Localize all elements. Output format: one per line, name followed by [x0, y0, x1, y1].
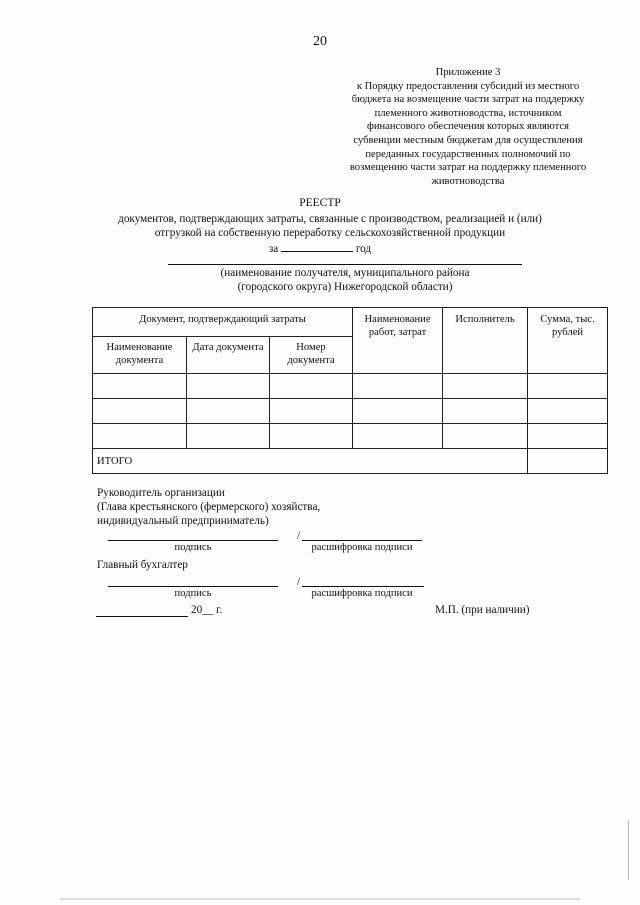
- table-cell[interactable]: [528, 424, 608, 449]
- appendix-title: Приложение 3: [435, 67, 501, 78]
- stamp-note: М.П. (при наличии): [435, 604, 530, 616]
- appendix-line: бюджета на возмещение части затрат на поддержку: [351, 94, 585, 106]
- header-doc-name: Наименование документа: [93, 337, 187, 374]
- table-cell[interactable]: [353, 424, 443, 449]
- head-line: (Глава крестьянского (фермерского) хозяйства,: [97, 501, 321, 513]
- recipient-blank-line[interactable]: [168, 264, 522, 265]
- appendix-line: финансового обеспечения которых являются: [367, 121, 569, 133]
- table-cell[interactable]: [353, 374, 443, 399]
- subtitle-line: отгрузкой на собственную переработку сельскохозяйственной продукции: [154, 226, 506, 239]
- table-cell[interactable]: [187, 374, 270, 399]
- table-cell[interactable]: [93, 399, 187, 424]
- total-amount-cell[interactable]: [528, 449, 608, 474]
- recipient-caption: [140, 266, 550, 294]
- header-work-name: Наименование работ, затрат: [353, 308, 443, 374]
- table-row: [93, 399, 608, 424]
- accountant-decode-line[interactable]: [302, 586, 424, 587]
- header-executor: Исполнитель: [443, 308, 528, 374]
- registry-title: РЕЕСТР: [299, 197, 341, 209]
- year-suffix: год: [355, 243, 372, 255]
- table-cell[interactable]: [93, 374, 187, 399]
- header-doc-date: Дата документа: [187, 337, 270, 374]
- header-amount: Сумма, тыс. рублей: [528, 308, 608, 374]
- scan-bottom-edge: [60, 898, 580, 900]
- head-decode-line[interactable]: [302, 540, 422, 541]
- table-cell[interactable]: [443, 399, 528, 424]
- table-cell[interactable]: [187, 399, 270, 424]
- table-cell[interactable]: [187, 424, 270, 449]
- head-signature-line[interactable]: [108, 540, 278, 541]
- registry-table: [92, 307, 608, 474]
- accountant-signature-line[interactable]: [108, 586, 278, 587]
- signature-caption: подпись: [174, 588, 212, 599]
- year-line: [0, 241, 640, 255]
- total-row: [93, 449, 608, 474]
- header-doc-number: Номер документа: [270, 337, 353, 374]
- decode-caption: расшифровка подписи: [311, 542, 413, 553]
- year-prefix: за: [268, 243, 279, 255]
- page-number: 20: [313, 34, 327, 49]
- appendix-line: к Порядку предоставления субсидий из местного: [356, 80, 580, 92]
- table-cell[interactable]: [270, 424, 353, 449]
- signature-caption: подпись: [174, 542, 212, 553]
- table-row: [93, 374, 608, 399]
- appendix-line: животноводства: [431, 175, 505, 187]
- decode-caption: расшифровка подписи: [311, 588, 413, 599]
- total-label: ИТОГО: [93, 449, 528, 474]
- scan-edge: [628, 820, 629, 880]
- year-blank[interactable]: [281, 241, 353, 252]
- table-cell[interactable]: [528, 399, 608, 424]
- table-cell[interactable]: [528, 374, 608, 399]
- table-cell[interactable]: [443, 424, 528, 449]
- table-cell[interactable]: [270, 374, 353, 399]
- slash: /: [297, 576, 301, 588]
- table-cell[interactable]: [443, 374, 528, 399]
- head-title: [97, 486, 320, 528]
- table-cell[interactable]: [93, 424, 187, 449]
- table-cell[interactable]: [270, 399, 353, 424]
- recipient-line: (наименование получателя, муниципального района: [220, 267, 470, 279]
- appendix-line: племенного животноводства, источником: [374, 107, 562, 119]
- table-row: [93, 424, 608, 449]
- appendix-line: субвенции местным бюджетам для осуществления: [353, 134, 583, 146]
- appendix-line: возмещению части затрат на поддержку племенного: [349, 162, 587, 174]
- date-blank-line[interactable]: [96, 616, 188, 617]
- registry-subtitle: [90, 213, 570, 240]
- slash: /: [297, 530, 301, 542]
- subtitle-line: документов, подтверждающих затраты, связанные с производством, реализацией и (или): [118, 213, 542, 225]
- head-line: индивидуальный предприниматель): [97, 515, 269, 527]
- accountant-title: Главный бухгалтер: [97, 559, 188, 571]
- appendix-header: [318, 66, 618, 188]
- header-doc-group: Документ, подтверждающий затраты: [93, 308, 353, 337]
- recipient-line: (городского округа) Нижегородской области): [237, 281, 453, 293]
- head-line: Руководитель организации: [97, 487, 225, 499]
- table-cell[interactable]: [353, 399, 443, 424]
- date-text: 20__ г.: [191, 604, 223, 616]
- appendix-line: переданных государственных полномочий по: [365, 148, 571, 160]
